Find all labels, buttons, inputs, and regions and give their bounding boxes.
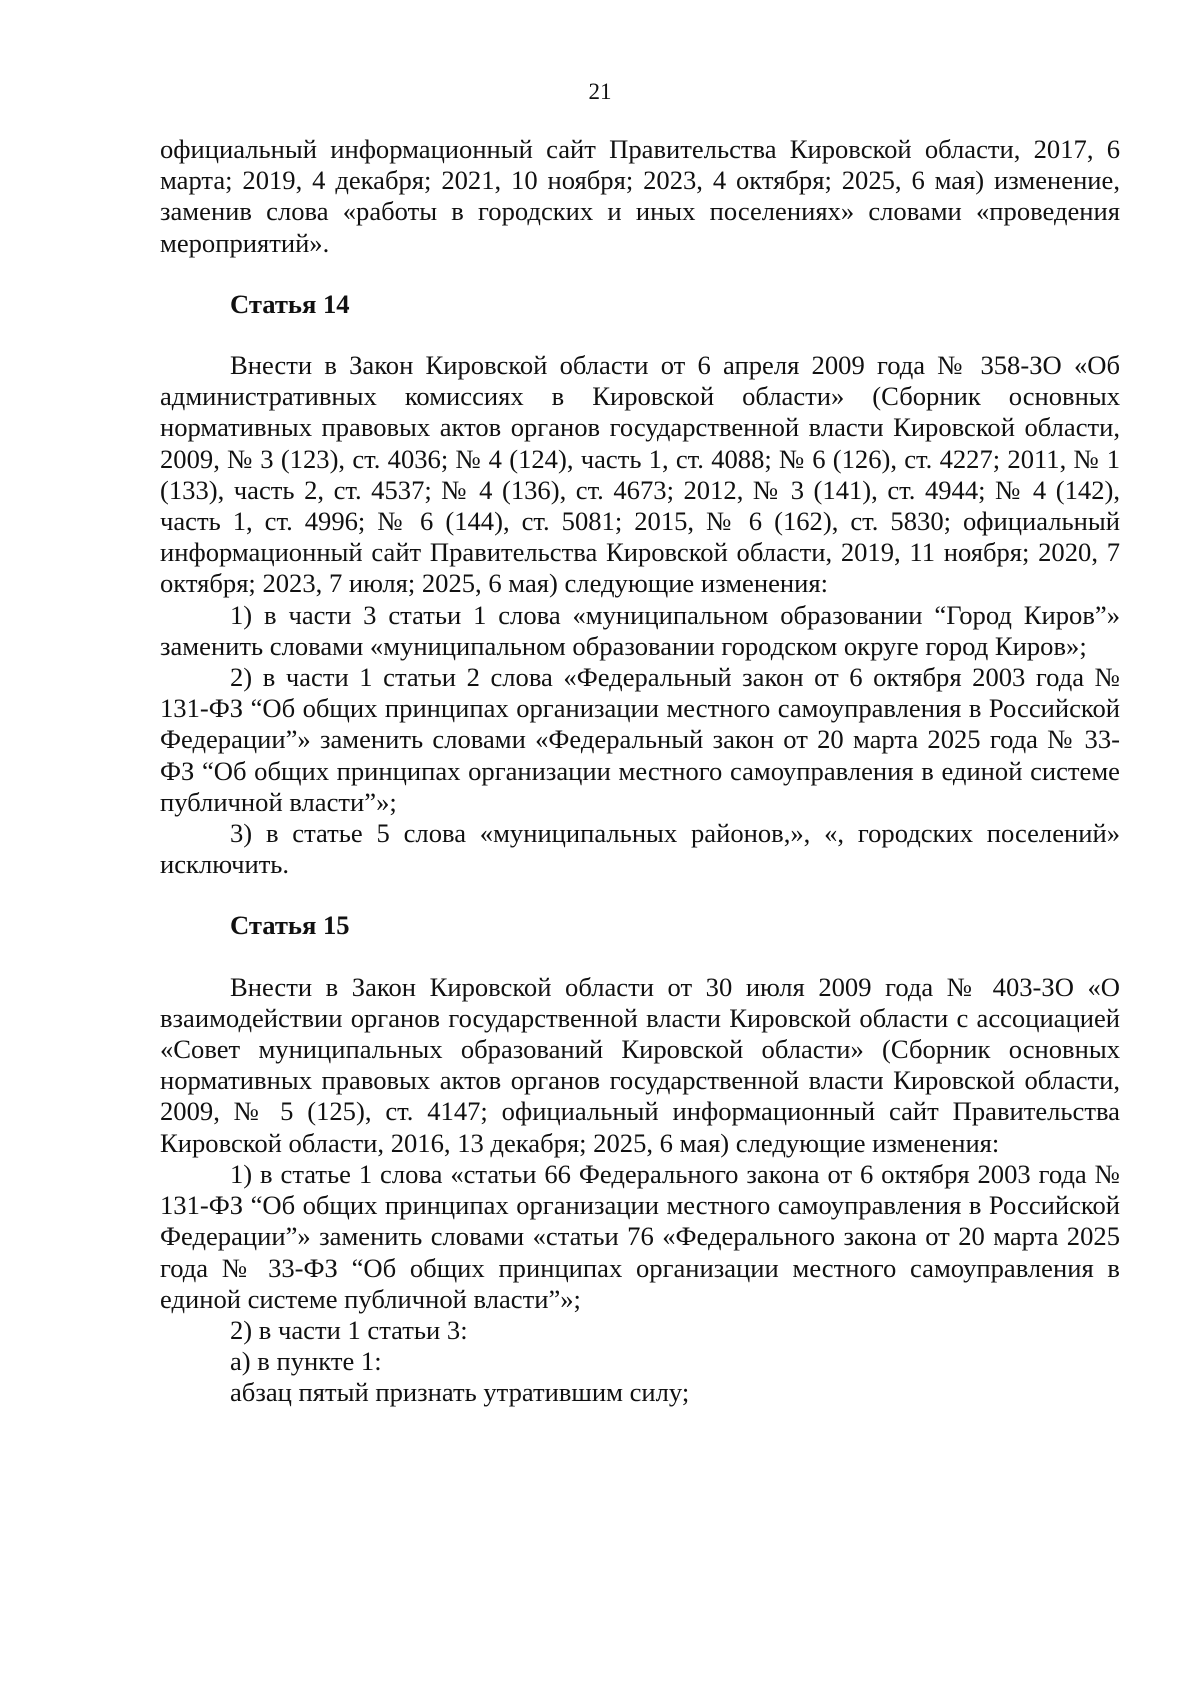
- intro-paragraph: официальный информационный сайт Правительства Кировской области, 2017, 6 марта; 2019, 4 декабря; 2021, 10 ноября; 2023, 4 октября; 2025, 6 мая) изменение, заменив слова «работы в городских и иных поселениях» словами «проведения мероприятий».: [160, 134, 1120, 258]
- article-14-heading: Статья 14: [230, 288, 350, 319]
- article-14-lead-paragraph: Внести в Закон Кировской области от 6 апреля 2009 года № 358-ЗО «Об административных комиссиях в Кировской области» (Сборник основных нормативных правовых актов органов государственной власти Кировской области, 2009, № 3 (123), ст. 4036; № 4 (124), часть 1, ст. 4088; № 6 (126), ст. 4227; 2011, № 1 (133), часть 2, ст. 4537; № 4 (136), ст. 4673; 2012, № 3 (141), ст. 4944; № 4 (142), часть 1, ст. 4996; № 6 (144), ст. 5081; 2015, № 6 (162), ст. 5830; официальный информационный сайт Правительства Кировской области, 2019, 11 ноября; 2020, 7 октября; 2023, 7 июля; 2025, 6 мая) следующие изменения:: [160, 350, 1120, 599]
- article-14-item-2: 2) в части 1 статьи 2 слова «Федеральный закон от 6 октября 2003 года № 131-ФЗ “Об общих принципах организации местного самоуправления в Российской Федерации”» заменить словами «Федеральный закон от 20 марта 2025 года № 33-ФЗ “Об общих принципах организации местного самоуправления в единой системе публичной власти”»;: [160, 662, 1120, 817]
- document-body: [160, 134, 1120, 1409]
- article-15-heading: Статья 15: [230, 910, 350, 941]
- article-14-item-3: 3) в статье 5 слова «муниципальных районов,», «, городских поселений» исключить.: [160, 818, 1120, 880]
- article-15-item-2a-text: абзац пятый признать утратившим силу;: [230, 1377, 690, 1408]
- article-15-lead-paragraph: Внести в Закон Кировской области от 30 июля 2009 года № 403-ЗО «О взаимодействии органов государственной власти Кировской области с ассоциацией «Совет муниципальных образований Кировской области» (Сборник основных нормативных правовых актов органов государственной власти Кировской области, 2009, № 5 (125), ст. 4147; официальный информационный сайт Правительства Кировской области, 2016, 13 декабря; 2025, 6 мая) следующие изменения:: [160, 971, 1120, 1158]
- page-number: 21: [588, 79, 612, 104]
- article-15-item-2: 2) в части 1 статьи 3:: [230, 1314, 468, 1345]
- article-14-item-1: 1) в части 3 статьи 1 слова «муниципальном образовании “Город Киров”» заменить словами «муниципальном образовании городском округе город Киров»;: [160, 599, 1120, 661]
- article-15-item-1: 1) в статье 1 слова «статьи 66 Федерального закона от 6 октября 2003 года № 131-ФЗ “Об общих принципах организации местного самоуправления в Российской Федерации”» заменить словами «статьи 76 «Федерального закона от 20 марта 2025 года № 33-ФЗ “Об общих принципах организации местного самоуправления в единой системе публичной власти”»;: [160, 1158, 1120, 1314]
- article-15-item-2a: а) в пункте 1:: [230, 1346, 382, 1377]
